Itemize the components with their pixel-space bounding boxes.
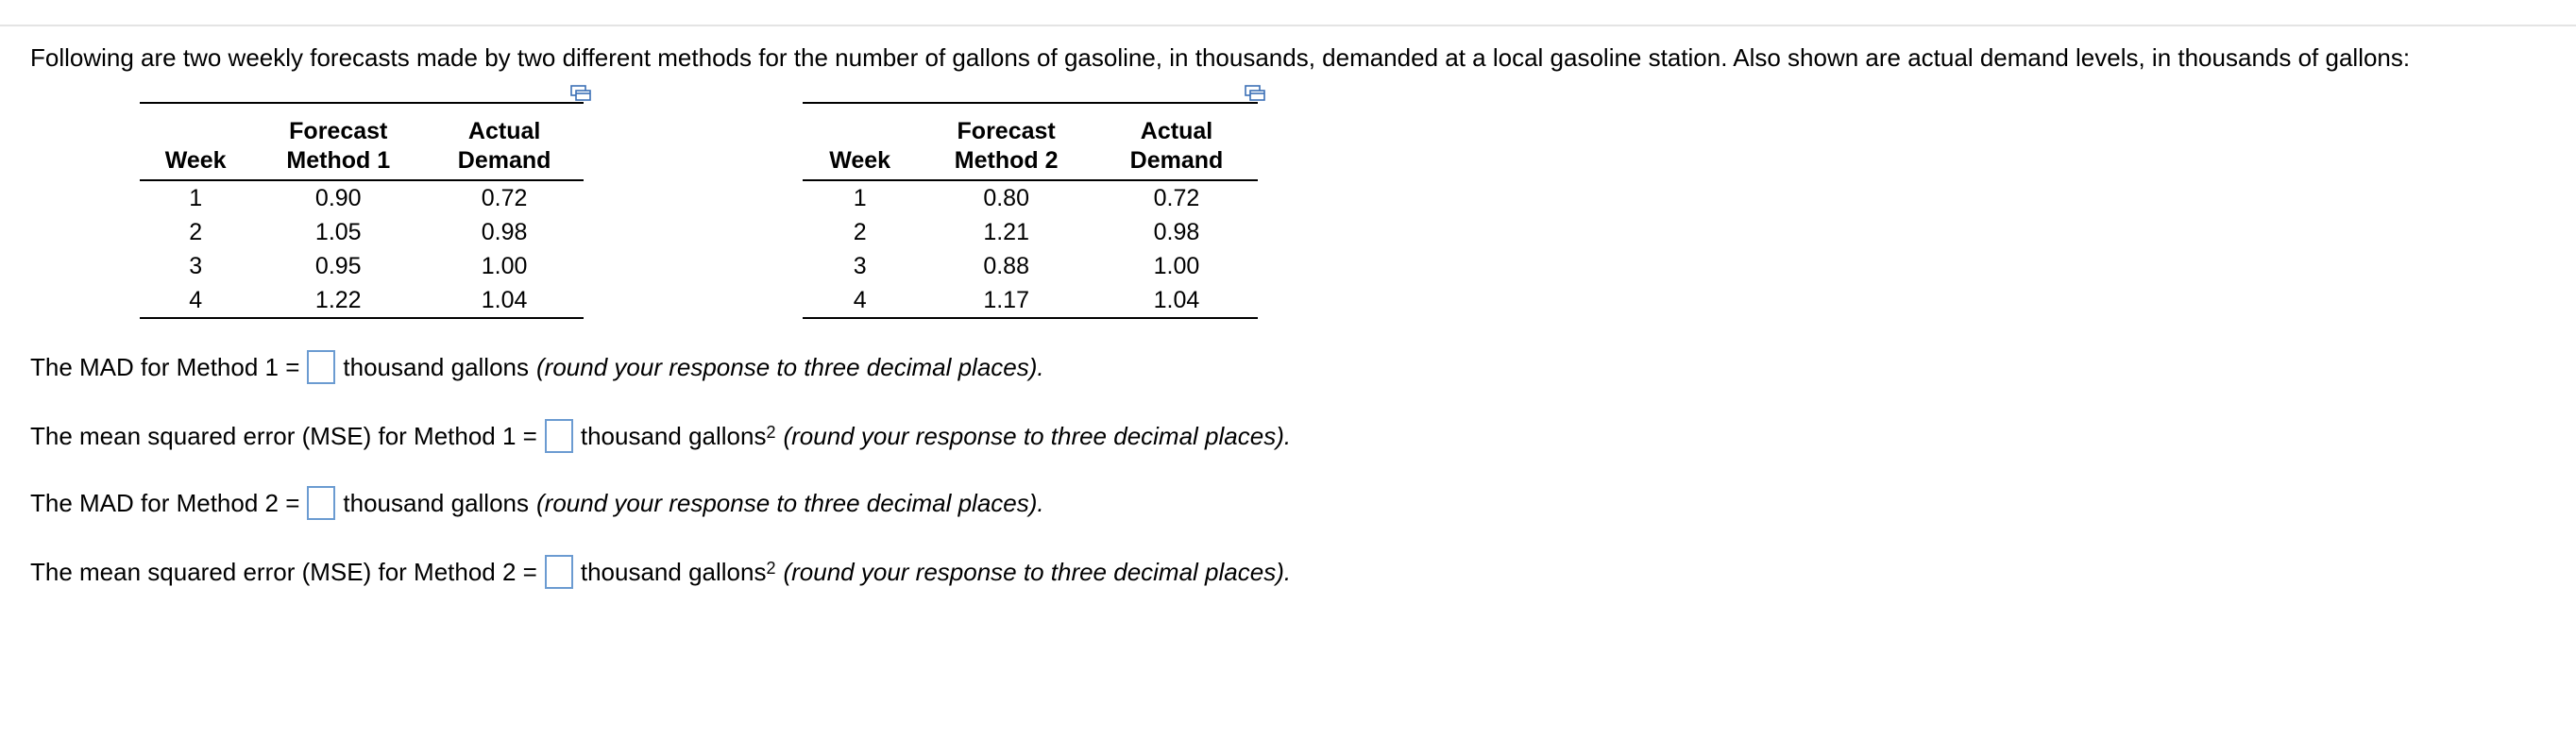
table-row	[140, 283, 584, 318]
question-mad-method-2	[30, 486, 1044, 520]
question-hint: (round your response to three decimal places).	[536, 352, 1044, 381]
question-mse-method-1	[30, 419, 1291, 453]
cell-forecast: 1.17	[917, 283, 1095, 318]
question-mad-method-1	[30, 350, 1044, 384]
header-actual-top: Actual	[1095, 103, 1258, 146]
cell-week: 3	[853, 253, 867, 279]
question-hint: (round your response to three decimal places).	[783, 421, 1292, 450]
cell-actual: 1.00	[481, 253, 528, 279]
cell-forecast: 1.22	[251, 283, 425, 318]
question-hint: (round your response to three decimal places).	[783, 557, 1292, 586]
cell-forecast: 0.80	[983, 185, 1029, 211]
cell-week: 4	[803, 283, 917, 318]
cell-week: 1	[189, 185, 203, 211]
header-actual-bottom: Demand	[1095, 146, 1258, 180]
header-forecast-bottom: Method 2	[917, 146, 1095, 180]
question-unit: thousand gallons	[343, 352, 530, 381]
header-forecast-top: Forecast	[251, 103, 425, 146]
question-unit: thousand gallons	[580, 557, 767, 586]
cell-forecast: 1.21	[983, 219, 1029, 245]
mse-method-2-input[interactable]	[545, 555, 573, 589]
table-row	[803, 180, 1258, 215]
top-divider	[0, 25, 2576, 26]
table-row	[140, 180, 584, 215]
cell-week: 4	[140, 283, 251, 318]
cell-actual: 0.98	[481, 219, 528, 245]
cell-week: 3	[189, 253, 203, 279]
problem-statement: Following are two weekly forecasts made by two different methods for the number of gallons of gasoline, in thousands, demanded at a local gasoline station. Also shown are actual demand levels, in thousands of gallons:	[30, 43, 2411, 72]
header-week: Week	[140, 146, 251, 180]
copy-table-icon[interactable]	[1245, 85, 1265, 102]
question-unit: thousand gallons	[580, 421, 767, 450]
cell-week: 2	[853, 219, 867, 245]
header-week: Week	[803, 146, 917, 180]
header-actual-top: Actual	[425, 103, 584, 146]
mse-method-1-input[interactable]	[545, 419, 573, 453]
cell-actual: 0.72	[481, 185, 528, 211]
question-unit: thousand gallons	[343, 488, 530, 517]
cell-actual: 0.72	[1153, 185, 1200, 211]
question-prefix: The MAD for Method 1 =	[30, 352, 300, 381]
cell-actual: 1.00	[1153, 253, 1200, 279]
question-mse-method-2	[30, 555, 1291, 589]
mad-method-1-input[interactable]	[307, 350, 335, 384]
cell-week: 1	[853, 185, 867, 211]
header-actual-bottom: Demand	[425, 146, 584, 180]
cell-forecast: 0.90	[314, 185, 362, 211]
table-row	[140, 215, 584, 249]
copy-table-icon[interactable]	[570, 85, 591, 102]
mad-method-2-input[interactable]	[307, 486, 335, 520]
data-table	[803, 102, 1258, 319]
cell-forecast: 0.95	[314, 253, 362, 279]
question-prefix: The mean squared error (MSE) for Method 1 =	[30, 421, 537, 450]
table-row	[803, 249, 1258, 283]
forecast-table-method-2	[803, 102, 1258, 319]
unit-exponent: 2	[766, 422, 776, 442]
cell-forecast: 0.88	[983, 253, 1029, 279]
table-row	[803, 283, 1258, 318]
unit-exponent: 2	[766, 558, 776, 578]
header-week-spacer	[140, 103, 251, 146]
cell-actual: 1.04	[1095, 283, 1258, 318]
question-hint: (round your response to three decimal places).	[536, 488, 1044, 517]
data-table	[140, 102, 584, 319]
question-prefix: The MAD for Method 2 =	[30, 488, 300, 517]
cell-forecast: 1.05	[314, 219, 362, 245]
cell-week: 2	[189, 219, 203, 245]
cell-actual: 0.98	[1153, 219, 1200, 245]
cell-actual: 1.04	[425, 283, 584, 318]
header-forecast-bottom: Method 1	[251, 146, 425, 180]
forecast-table-method-1	[140, 102, 584, 319]
header-week-spacer	[803, 103, 917, 146]
table-row	[803, 215, 1258, 249]
header-forecast-top: Forecast	[917, 103, 1095, 146]
table-row	[140, 249, 584, 283]
question-prefix: The mean squared error (MSE) for Method 2 =	[30, 557, 537, 586]
